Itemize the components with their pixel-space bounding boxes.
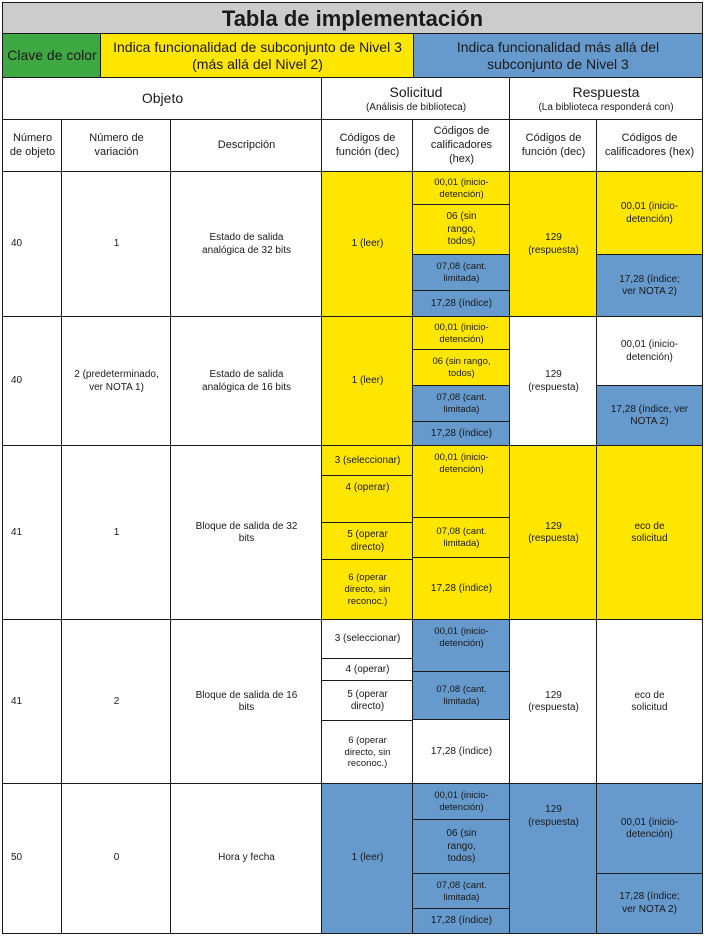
row5-description: Hora y fecha <box>171 784 322 933</box>
row2-object-number: 40 <box>3 317 62 446</box>
row5-req-qual-4: 17,28 (índice) <box>413 909 510 933</box>
row3-req-func-4: 6 (operar directo, sin reconoc.) <box>322 560 413 620</box>
col-header-object-number: Número de objeto <box>3 120 62 172</box>
row2-req-qual-3: 07,08 (cant. limitada) <box>413 386 510 422</box>
row3-req-qual-1: 00,01 (inicio-detención) <box>413 446 510 518</box>
table-title: Tabla de implementación <box>3 3 702 34</box>
row4-req-qual-2: 07,08 (cant. limitada) <box>413 672 510 720</box>
row5-resp-qual-1: 00,01 (inicio-detención) <box>597 784 702 874</box>
legend-yellow: Indica funcionalidad de subconjunto de Nivel 3 (más allá del Nivel 2) <box>101 34 414 78</box>
row3-variation: 1 <box>62 446 171 620</box>
row1-description: Estado de salida analógica de 32 bits <box>171 172 322 317</box>
row2-resp-func: 129 (respuesta) <box>510 317 597 446</box>
header-objeto: Objeto <box>3 78 322 120</box>
header-respuesta <box>510 78 702 120</box>
row5-req-qual-1: 00,01 (inicio-detención) <box>413 784 510 820</box>
col-header-resp-function-codes: Códigos de función (dec) <box>510 120 597 172</box>
col-header-description: Descripción <box>171 120 322 172</box>
row2-req-qual-4: 17,28 (índice) <box>413 422 510 446</box>
row1-resp-func: 129 (respuesta) <box>510 172 597 317</box>
row4-resp-qual: eco de solicitud <box>597 620 702 784</box>
row1-resp-qual-2: 17,28 (índice; ver NOTA 2) <box>597 255 702 317</box>
row3-resp-func: 129 (respuesta) <box>510 446 597 620</box>
row3-resp-qual: eco de solicitud <box>597 446 702 620</box>
header-solicitud-sub: (Análisis de biblioteca) <box>365 101 467 113</box>
row4-req-func-3: 5 (operar directo) <box>322 681 413 721</box>
header-respuesta-sub: (La biblioteca responderá con) <box>538 101 674 113</box>
legend-blue: Indica funcionalidad más allá del subconjunto de Nivel 3 <box>414 34 702 78</box>
row1-req-qual-2: 06 (sin rango, todos) <box>413 205 510 255</box>
row4-req-func-1: 3 (seleccionar) <box>322 620 413 659</box>
row3-req-qual-2: 07,08 (cant. limitada) <box>413 518 510 558</box>
col-header-req-function-codes: Códigos de función (dec) <box>322 120 413 172</box>
row3-object-number: 41 <box>3 446 62 620</box>
row4-description: Bloque de salida de 16 bits <box>171 620 322 784</box>
row4-req-func-2: 4 (operar) <box>322 659 413 681</box>
row2-resp-qual-2: 17,28 (índice, ver NOTA 2) <box>597 386 702 446</box>
row5-object-number: 50 <box>3 784 62 933</box>
row2-req-func: 1 (leer) <box>322 317 413 446</box>
row3-req-qual-3: 17,28 (índice) <box>413 558 510 620</box>
row2-description: Estado de salida analógica de 16 bits <box>171 317 322 446</box>
row4-object-number: 41 <box>3 620 62 784</box>
row4-req-func-4: 6 (operar directo, sin reconoc.) <box>322 721 413 784</box>
row1-req-qual-3: 07,08 (cant. limitada) <box>413 255 510 291</box>
row4-resp-func: 129 (respuesta) <box>510 620 597 784</box>
col-header-req-qualifier-codes: Códigos de calificadores (hex) <box>413 120 510 172</box>
row2-resp-qual-1: 00,01 (inicio-detención) <box>597 317 702 386</box>
row2-variation: 2 (predeterminado, ver NOTA 1) <box>62 317 171 446</box>
row5-resp-func: 129 (respuesta) <box>510 784 597 933</box>
row3-req-func-2: 4 (operar) <box>322 476 413 523</box>
color-key-label: Clave de color <box>3 34 101 78</box>
header-solicitud-title: Solicitud <box>389 84 443 100</box>
row1-object-number: 40 <box>3 172 62 317</box>
row4-variation: 2 <box>62 620 171 784</box>
row5-req-func: 1 (leer) <box>322 784 413 933</box>
row4-req-qual-1: 00,01 (inicio-detención) <box>413 620 510 672</box>
row1-resp-qual-1: 00,01 (inicio-detención) <box>597 172 702 255</box>
row2-req-qual-2: 06 (sin rango, todos) <box>413 350 510 386</box>
row1-req-qual-1: 00,01 (inicio-detención) <box>413 172 510 205</box>
col-header-variation-number: Número de variación <box>62 120 171 172</box>
row3-description: Bloque de salida de 32 bits <box>171 446 322 620</box>
row5-variation: 0 <box>62 784 171 933</box>
row1-variation: 1 <box>62 172 171 317</box>
row1-req-qual-4: 17,28 (índice) <box>413 291 510 317</box>
header-respuesta-title: Respuesta <box>572 84 640 100</box>
row2-req-qual-1: 00,01 (inicio-detención) <box>413 317 510 350</box>
row3-req-func-1: 3 (seleccionar) <box>322 446 413 476</box>
row5-req-qual-2: 06 (sin rango, todos) <box>413 820 510 874</box>
row5-resp-qual-2: 17,28 (índice; ver NOTA 2) <box>597 874 702 933</box>
row4-req-qual-3: 17,28 (índice) <box>413 720 510 784</box>
row5-req-qual-3: 07,08 (cant. limitada) <box>413 874 510 909</box>
row1-req-func: 1 (leer) <box>322 172 413 317</box>
row3-req-func-3: 5 (operar directo) <box>322 523 413 560</box>
col-header-resp-qualifier-codes: Códigos de calificadores (hex) <box>597 120 702 172</box>
header-solicitud <box>322 78 510 120</box>
